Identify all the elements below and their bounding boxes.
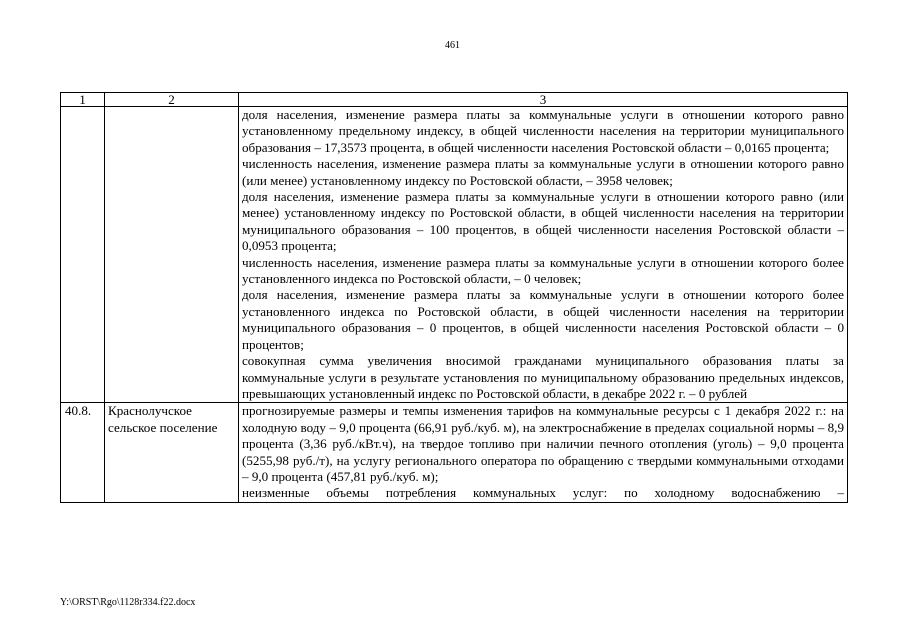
row-name-cell: [105, 403, 239, 502]
page-number: 461: [445, 40, 460, 51]
header-cell-1: 1: [61, 93, 105, 107]
header-cell-2: 2: [105, 93, 239, 107]
table-row: [61, 107, 848, 403]
paragraph: численность населения, изменение размера платы за коммунальные услуги в отношении которого более установленного индекса по Ростовской области, – 0 человек;: [242, 254, 844, 287]
row-name: Краснолучское сельское поселение: [108, 403, 218, 435]
row-content-cell: [239, 403, 848, 502]
row-number-cell: [61, 107, 105, 403]
row-number-cell: [61, 403, 105, 502]
paragraph: доля населения, изменение размера платы за коммунальные услуги в отношении которого более установленного индекса по Ростовской области, в общей численности населения на территории муниципального образования – 0 процентов, в общей численности населения Ростовской области – 0 процентов;: [242, 287, 844, 352]
paragraph: неизменные объемы потребления коммунальных услуг: по холодному водоснабжению –: [242, 485, 844, 501]
table-row: [61, 403, 848, 502]
paragraph: численность населения, изменение размера платы за коммунальные услуги в отношении которого равно (или менее) установленному индексу по Ростовской области, – 3958 человек;: [242, 156, 844, 188]
paragraph: доля населения, изменение размера платы за коммунальные услуги в отношении которого равно (или менее) установленному индексу по Ростовской области, в общей численности населения на территории муниципального образования – 100 процентов, в общей численности населения Ростовской области – 0,0953 процента;: [242, 189, 844, 254]
row-content-cell: [239, 107, 848, 403]
row-name-cell: [105, 107, 239, 403]
paragraph: доля населения, изменение размера платы за коммунальные услуги в отношении которого равно установленному предельному индексу, в общей численности населения на территории муниципального образования – 17,3573 процента, в общей численности населения Ростовской области – 0,0165 процента;: [242, 107, 844, 155]
document-table: [60, 92, 848, 503]
row-number: 40.8.: [65, 403, 92, 419]
paragraph: прогнозируемые размеры и темпы изменения тарифов на коммунальные ресурсы с 1 декабря 2022 г.: на холодную воду – 9,0 процента (66,91 руб./куб. м), на электроснабжение в пределах социальной нормы – 8,9 процента (3,36 руб./кВт.ч), на твердое топливо при наличии печного отопления (уголь) – 9,0 процента (5255,98 руб./т), на услугу регионального оператора по обращению с твердыми коммунальными отходами – 9,0 процента (457,81 руб./куб. м);: [242, 403, 844, 484]
paragraph: совокупная сумма увеличения вносимой гражданами муниципального образования платы за коммунальные услуги в результате установления по муниципальному образованию предельных индексов, превышающих установленный индекс по Ростовской области, в декабре 2022 г. – 0 рублей: [242, 353, 844, 401]
footer-file-path: Y:\ORST\Rgo\1128r334.f22.docx: [60, 597, 196, 608]
header-cell-3: 3: [239, 93, 848, 107]
table-header-row: [61, 93, 848, 107]
